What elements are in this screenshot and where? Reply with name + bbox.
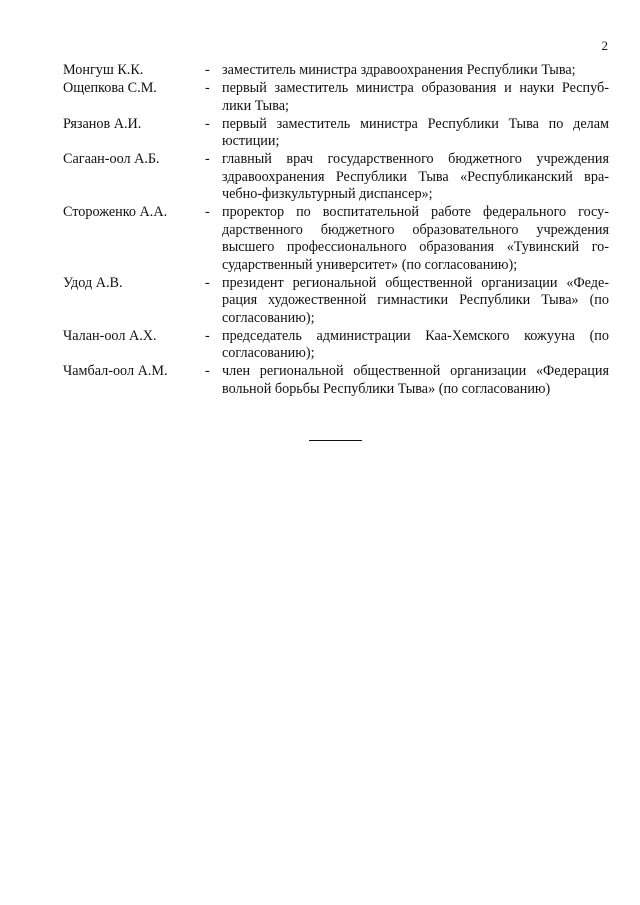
member-dash: - [205,80,210,96]
member-name: Рязанов А.И. [63,115,142,132]
member-dash: - [205,115,210,132]
list-item [63,62,609,80]
member-role: председатель администрации Каа-Хемского кожууна (по согласованию); [222,327,609,361]
list-item [63,275,609,328]
member-name: Удод А.В. [63,274,123,291]
member-dash: - [205,363,210,379]
member-name: Монгуш К.К. [63,62,144,78]
member-role: первый заместитель министра образования и науки Респуб- лики Тыва; [222,80,609,114]
member-dash: - [205,151,210,167]
list-item [63,80,609,115]
list-item [63,204,609,274]
member-dash: - [205,274,210,291]
list-item [63,116,609,151]
list-item [63,328,609,363]
member-name: Чамбал-оол А.М. [63,363,168,379]
member-name: Ощепкова С.М. [63,80,157,96]
member-role: первый заместитель министра Республики Тыва по делам юстиции; [222,115,609,149]
member-name: Чалан-оол А.Х. [63,327,157,344]
member-name: Сагаан-оол А.Б. [63,151,160,167]
member-name: Стороженко А.А. [63,204,168,220]
member-dash: - [205,327,210,344]
list-item [63,363,609,398]
member-role: президент региональной общественной организации «Феде-рация художественной гимнастики Республики Тыва» (по согласованию); [222,274,609,326]
end-of-list-divider [309,440,362,441]
member-role: главный врач государственного бюджетного учреждения здравоохранения Республики Тыва «Республиканский вра-чебно-физкультурный диспансер»; [222,151,609,202]
member-list [63,62,609,399]
member-role: член региональной общественной организации «Федерация вольной борьбы Республики Тыва» (по согласованию) [222,363,609,397]
member-dash: - [205,204,210,220]
member-role: проректор по воспитательной работе федерального госу-дарственного бюджетного образовательного учреждения высшего профессионального образования «Тувинский го-сударственный университет» (по согласованию); [222,204,609,273]
member-dash: - [205,62,210,78]
page-number: 2 [601,38,608,53]
list-item [63,151,609,204]
member-role: заместитель министра здравоохранения Республики Тыва; [222,62,576,78]
